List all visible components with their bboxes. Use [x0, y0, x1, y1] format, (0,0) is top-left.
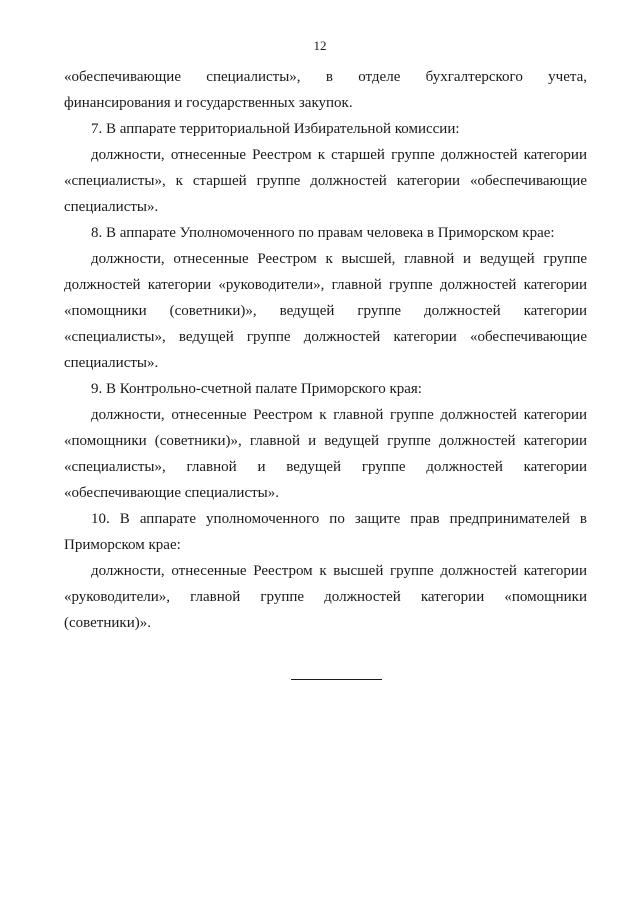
section-8-text: должности, отнесенные Реестром к высшей, главной и ведущей группе должностей категории «руководители», главной группе должностей категории «помощники (советники)», ведущей группе должностей категории «специалисты», ведущей группе должностей категории «обеспечивающие специалисты». — [64, 251, 587, 371]
page-number: 12 — [313, 38, 327, 53]
section-10-heading: 10. В аппарате уполномоченного по защите прав предпринимателей в Приморском крае: — [64, 511, 587, 553]
section-9-text: должности, отнесенные Реестром к главной группе должностей категории «помощники (советники)», главной и ведущей группе должностей категории «специалисты», главной и ведущей группе должностей категории «обеспечивающие специалисты». — [64, 407, 587, 501]
section-7-heading: 7. В аппарате территориальной Избирательной комиссии: — [91, 121, 460, 137]
end-of-document-rule — [291, 679, 382, 680]
section-8-heading: 8. В аппарате Уполномоченного по правам человека в Приморском крае: — [91, 225, 555, 241]
section-10-text: должности, отнесенные Реестром к высшей группе должностей категории «руководители», главной группе должностей категории «помощники (советники)». — [64, 563, 587, 631]
continuation-paragraph: «обеспечивающие специалисты», в отделе бухгалтерского учета, финансирования и государственных закупок. — [64, 69, 587, 111]
section-7-text: должности, отнесенные Реестром к старшей группе должностей категории «специалисты», к старшей группе должностей категории «обеспечивающие специалисты». — [64, 147, 587, 215]
document-body — [64, 64, 587, 636]
section-9-heading: 9. В Контрольно-счетной палате Приморского края: — [91, 381, 422, 397]
